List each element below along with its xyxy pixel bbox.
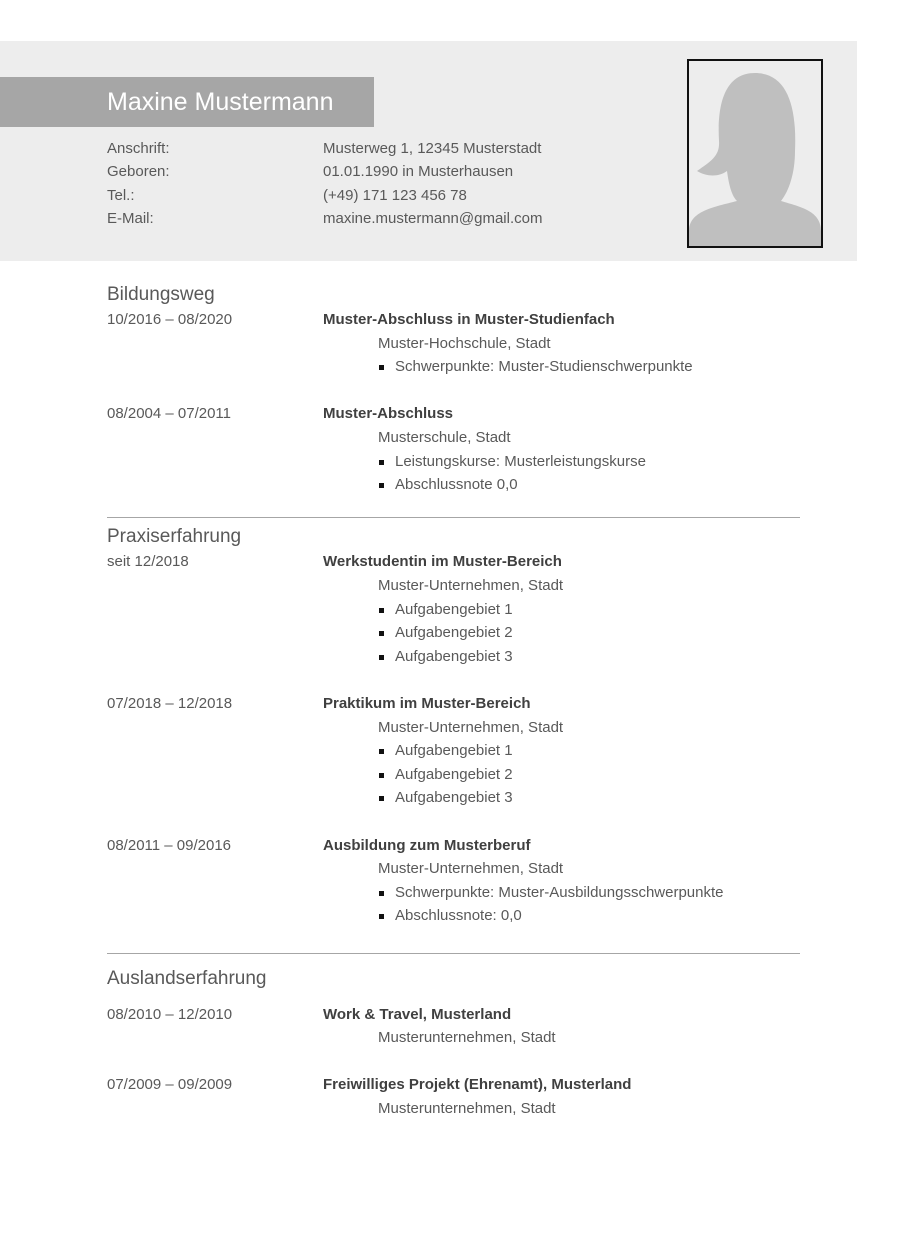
- entry-title: Praktikum im Muster-Bereich: [323, 695, 531, 712]
- entry-title: Work & Travel, Musterland: [323, 1006, 512, 1023]
- entry-bullet: Aufgabengebiet 3: [395, 789, 513, 806]
- section-divider: [107, 953, 800, 954]
- entry-place: Muster-Unternehmen, Stadt: [378, 860, 564, 877]
- contact-value-email: maxine.mustermann@gmail.com: [323, 210, 543, 227]
- entry-place: Musterunternehmen, Stadt: [378, 1029, 556, 1046]
- bullet-square-icon: [379, 631, 384, 636]
- entry-date: 10/2016 – 08/2020: [107, 311, 233, 328]
- section-title-abroad: Auslandserfahrung: [107, 968, 267, 989]
- entry-title: Ausbildung zum Musterberuf: [323, 837, 531, 854]
- bullet-square-icon: [379, 773, 384, 778]
- bullet-square-icon: [379, 891, 384, 896]
- section-divider: [107, 517, 800, 518]
- entry-bullet: Schwerpunkte: Muster-Ausbildungsschwerpunkte: [395, 884, 724, 901]
- entry-place: Muster-Unternehmen, Stadt: [378, 719, 564, 736]
- entry-date: 08/2004 – 07/2011: [107, 405, 232, 422]
- entry-bullet: Schwerpunkte: Muster-Studienschwerpunkte: [395, 358, 693, 375]
- entry-place: Musterschule, Stadt: [378, 429, 511, 446]
- entry-date: seit 12/2018: [107, 553, 189, 570]
- contact-value-phone: (+49) 171 123 456 78: [323, 187, 467, 204]
- entry-title: Muster-Abschluss: [323, 405, 454, 422]
- bullet-square-icon: [379, 655, 384, 660]
- bullet-square-icon: [379, 749, 384, 754]
- person-silhouette-icon: [689, 61, 821, 246]
- contact-label-email: E-Mail:: [107, 210, 154, 227]
- contact-value-address: Musterweg 1, 12345 Musterstadt: [323, 140, 542, 157]
- entry-date: 08/2011 – 09/2016: [107, 837, 232, 854]
- contact-label-phone: Tel.:: [107, 187, 135, 204]
- bullet-square-icon: [379, 796, 384, 801]
- bullet-square-icon: [379, 608, 384, 613]
- entry-title: Werkstudentin im Muster-Bereich: [323, 553, 562, 570]
- entry-date: 07/2018 – 12/2018: [107, 695, 233, 712]
- contact-value-birth: 01.01.1990 in Musterhausen: [323, 163, 514, 180]
- section-title-experience: Praxiserfahrung: [107, 526, 242, 547]
- entry-bullet: Abschlussnote: 0,0: [395, 907, 522, 924]
- bullet-square-icon: [379, 483, 384, 488]
- entry-bullet: Aufgabengebiet 2: [395, 766, 513, 783]
- bullet-square-icon: [379, 460, 384, 465]
- entry-date: 07/2009 – 09/2009: [107, 1076, 233, 1093]
- contact-label-birth: Geboren:: [107, 163, 170, 180]
- entry-place: Muster-Unternehmen, Stadt: [378, 577, 564, 594]
- entry-bullet: Aufgabengebiet 1: [395, 601, 513, 618]
- entry-bullet: Aufgabengebiet 1: [395, 742, 513, 759]
- entry-title: Muster-Abschluss in Muster-Studienfach: [323, 311, 615, 328]
- entry-bullet: Aufgabengebiet 3: [395, 648, 513, 665]
- person-name: Maxine Mustermann: [107, 88, 334, 116]
- entry-bullet: Abschlussnote 0,0: [395, 476, 518, 493]
- section-title-education: Bildungsweg: [107, 284, 215, 305]
- entry-bullet: Leistungskurse: Musterleistungskurse: [395, 453, 646, 470]
- bullet-square-icon: [379, 914, 384, 919]
- entry-place: Musterunternehmen, Stadt: [378, 1100, 556, 1117]
- entry-place: Muster-Hochschule, Stadt: [378, 335, 551, 352]
- contact-label-address: Anschrift:: [107, 140, 170, 157]
- entry-date: 08/2010 – 12/2010: [107, 1006, 233, 1023]
- entry-bullet: Aufgabengebiet 2: [395, 624, 513, 641]
- bullet-square-icon: [379, 365, 384, 370]
- profile-photo-placeholder: [687, 59, 823, 248]
- entry-title: Freiwilliges Projekt (Ehrenamt), Musterland: [323, 1076, 632, 1093]
